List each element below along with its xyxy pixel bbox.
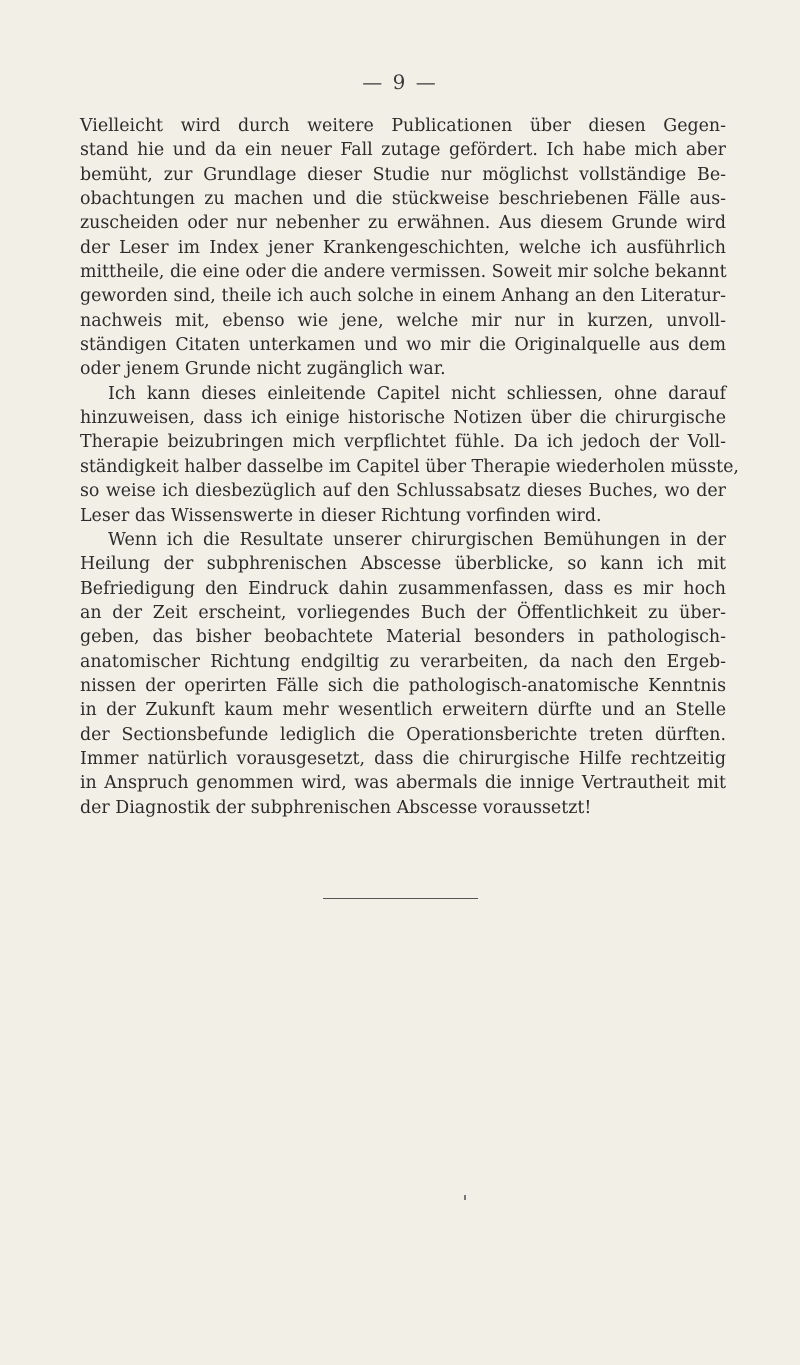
section-divider <box>323 898 478 899</box>
text-line: mittheile, die eine oder die andere vermissen. Soweit mir solche bekannt <box>80 262 727 283</box>
text-line: in Anspruch genommen wird, was abermals die innige Vertrautheit mit <box>80 773 726 794</box>
text-line: geben, das bisher beobachtete Material besonders in pathologisch- <box>80 627 726 648</box>
text-line: der Diagnostik der subphrenischen Abscesse voraussetzt! <box>80 797 592 818</box>
page-number: — 9 — <box>362 70 438 94</box>
paragraph-start-line: Ich kann dieses einleitende Capitel nicht schliessen, ohne darauf <box>108 383 726 404</box>
text-line: so weise ich diesbezüglich auf den Schlussabsatz dieses Buches, wo der <box>80 481 726 502</box>
text-line: anatomischer Richtung endgiltig zu verarbeiten, da nach den Ergeb- <box>80 651 726 672</box>
text-line: in der Zukunft kaum mehr wesentlich erweitern dürfte und an Stelle <box>80 700 726 721</box>
text-line: zuscheiden oder nur nebenher zu erwähnen. Aus diesem Grunde wird <box>80 213 726 234</box>
text-line: Vielleicht wird durch weitere Publicationen über diesen Gegen- <box>80 116 726 136</box>
text-line: Heilung der subphrenischen Abscesse überblicke, so kann ich mit <box>80 554 726 575</box>
text-line: ständigkeit halber dasselbe im Capitel über Therapie wiederholen müsste, <box>80 456 739 477</box>
text-line: der Sectionsbefunde lediglich die Operationsberichte treten dürften. <box>80 724 726 745</box>
body-text <box>80 114 739 820</box>
text-line: Befriedigung den Eindruck dahin zusammenfassen, dass es mir hoch <box>80 578 726 599</box>
text-line: Therapie beizubringen mich verpflichtet fühle. Da ich jedoch der Voll- <box>80 432 726 453</box>
text-line: bemüht, zur Grundlage dieser Studie nur möglichst vollständige Be- <box>80 164 726 185</box>
text-line: an der Zeit erscheint, vorliegendes Buch der Öffentlichkeit zu über- <box>80 602 726 623</box>
paragraph-start-line: Wenn ich die Resultate unserer chirurgischen Bemühungen in der <box>108 529 726 550</box>
text-line: ständigen Citaten unterkamen und wo mir die Originalquelle aus dem <box>80 335 726 356</box>
text-line: stand hie und da ein neuer Fall zutage gefördert. Ich habe mich aber <box>80 140 726 161</box>
text-line: oder jenem Grunde nicht zugänglich war. <box>80 359 446 380</box>
text-line: hinzuweisen, dass ich einige historische Notizen über die chirurgische <box>80 408 726 429</box>
text-line: der Leser im Index jener Krankengeschichten, welche ich ausführlich <box>80 237 726 258</box>
text-line: nissen der operirten Fälle sich die pathologisch-anatomische Kenntnis <box>80 675 726 696</box>
text-line: geworden sind, theile ich auch solche in einem Anhang an den Literatur- <box>80 286 726 307</box>
text-line: Leser das Wissenswerte in dieser Richtung vorfinden wird. <box>80 505 602 526</box>
text-line: nachweis mit, ebenso wie jene, welche mir nur in kurzen, unvoll- <box>80 310 726 331</box>
text-line: obachtungen zu machen und die stückweise beschriebenen Fälle aus- <box>80 189 726 210</box>
text-line: Immer natürlich vorausgesetzt, dass die chirurgische Hilfe rechtzeitig <box>80 748 726 769</box>
print-speck <box>464 1195 466 1200</box>
